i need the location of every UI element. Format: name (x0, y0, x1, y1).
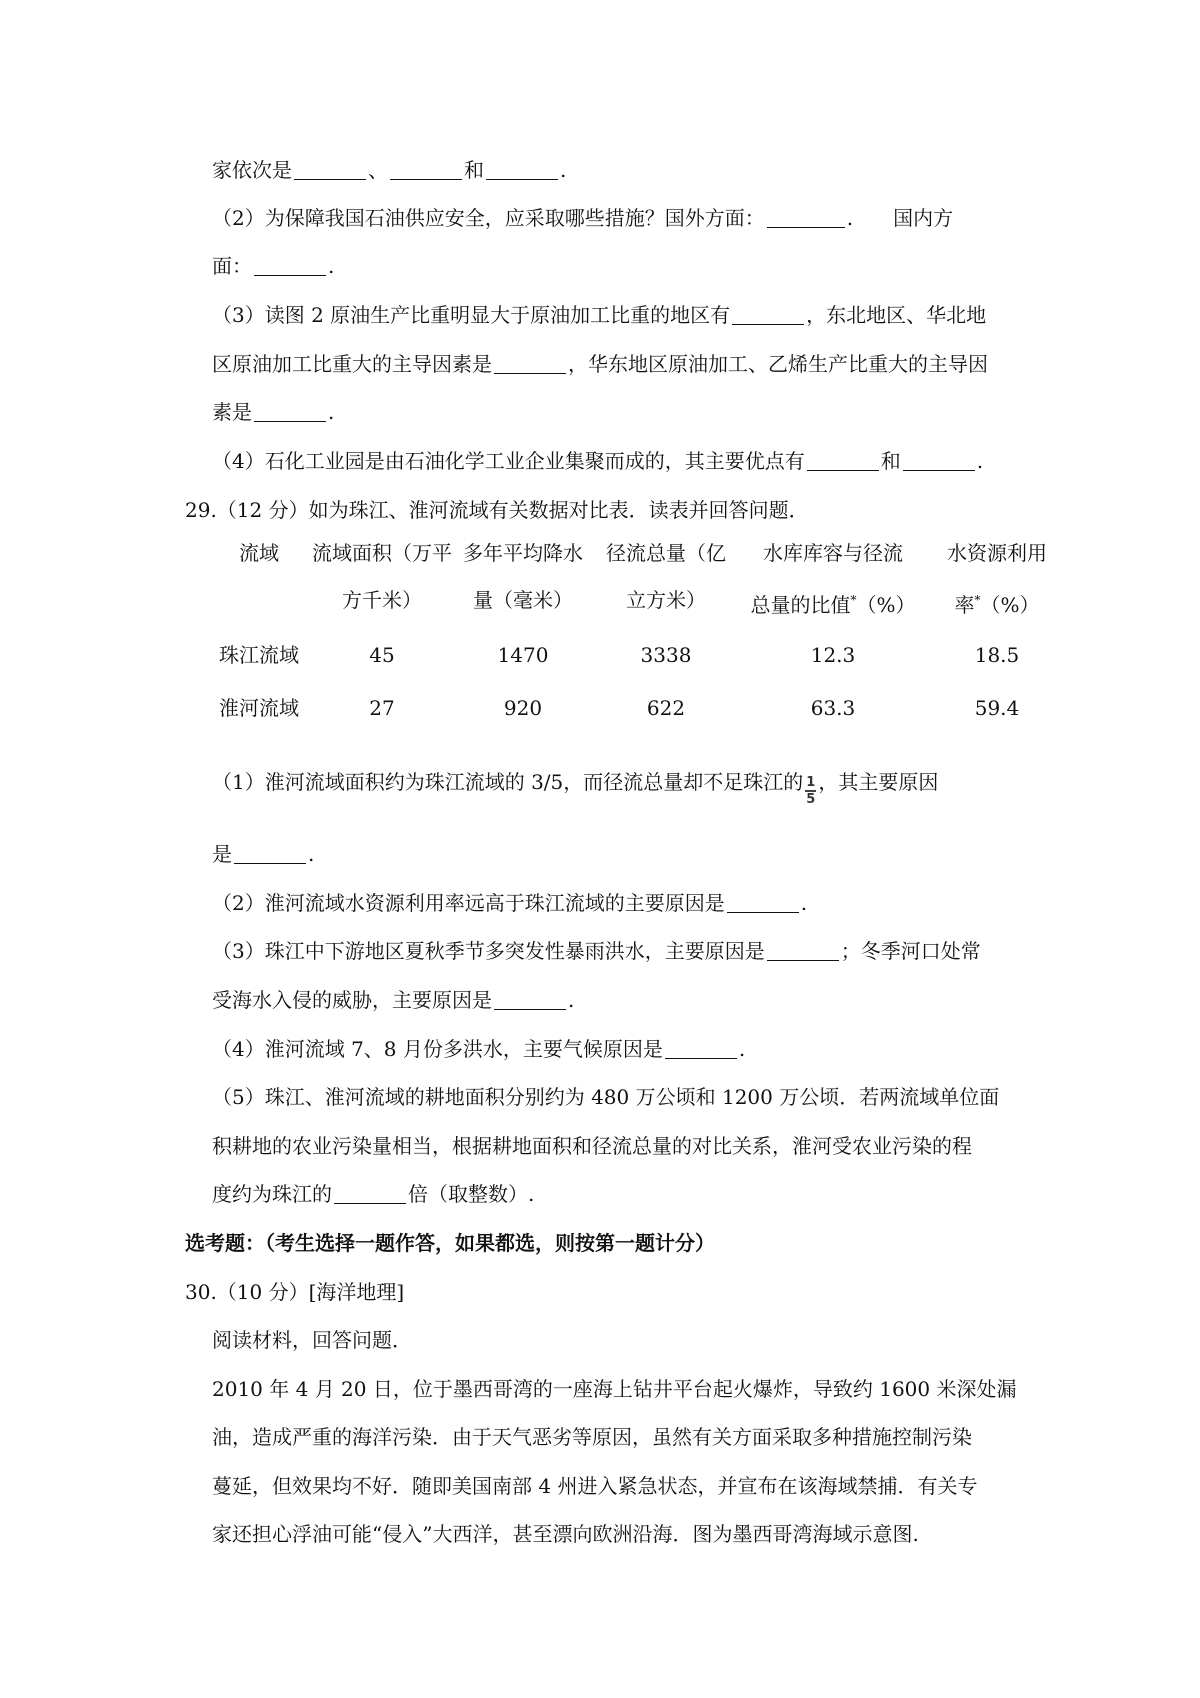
q29-part-1-cont (212, 839, 314, 869)
header-cell (588, 530, 744, 629)
text: . (800, 891, 808, 915)
table-cell: 3338 (640, 643, 692, 667)
header-cell (922, 530, 1072, 629)
q30-material-line: 2010 年 4 月 20 日，位于墨西哥湾的一座海上钻井平台起火爆炸，导致约 1600 米深处漏 (212, 1377, 1017, 1401)
table-cell: 59.4 (974, 696, 1020, 720)
table-cell: 920 (503, 696, 543, 720)
text: 家依次是 (212, 158, 292, 182)
q30-material-line: 家还担心浮油可能“侵入”大西洋，甚至漂向欧洲沿海．图为墨西哥湾海域示意图. (212, 1522, 919, 1546)
footnote-mark: * (974, 593, 981, 607)
q29-part-4 (212, 1034, 745, 1064)
header-text: 总量的比值 (750, 593, 851, 617)
answer-blank[interactable] (390, 159, 462, 180)
answer-blank[interactable] (334, 1183, 406, 1204)
answer-blank[interactable] (294, 159, 366, 180)
answer-blank[interactable] (254, 255, 326, 276)
header-cell (744, 530, 922, 629)
text: 面： (212, 254, 252, 278)
text: 区原油加工比重大的主导因素是 (212, 352, 492, 376)
text: . (738, 1037, 746, 1061)
text: （1）淮河流域面积约为珠江流域的 3/5，而径流总量却不足珠江的 (212, 770, 804, 794)
q29-part-5-cont: 积耕地的农业污染量相当，根据耕地面积和径流总量的对比关系，淮河受农业污染的程 (212, 1134, 972, 1158)
text: 和 (464, 158, 484, 182)
table-row (212, 682, 1072, 735)
table-cell: 27 (369, 696, 395, 720)
fraction-denominator: 5 (806, 792, 816, 807)
q30-material-line: 蔓延，但效果均不好．随即美国南部 4 州进入紧急状态，并宣布在该海域禁捕．有关专 (212, 1474, 978, 1498)
header-text: （%） (856, 593, 916, 617)
answer-blank[interactable] (727, 892, 799, 913)
text: 、 (368, 158, 388, 182)
text: （4）石化工业园是由石油化学工业企业集聚而成的，其主要优点有 (212, 449, 805, 473)
header-cell (306, 530, 458, 629)
text: . (568, 988, 575, 1012)
answer-blank[interactable] (665, 1038, 737, 1059)
text: （3）读图 2 原油生产比重明显大于原油加工比重的地区有 (212, 303, 731, 327)
text: ；冬季河口处常 (840, 939, 981, 963)
q29-part-3-cont (212, 985, 574, 1015)
basin-data-table (212, 530, 1072, 735)
header-cell (458, 530, 588, 629)
fraction-numerator: 1 (806, 775, 816, 790)
text: . (328, 400, 335, 424)
text: 倍（取整数）. (408, 1182, 535, 1206)
q29-title: 29.（12 分）如为珠江、淮河流域有关数据对比表．读表并回答问题． (185, 498, 809, 522)
q28-line-0 (212, 155, 566, 185)
answer-blank[interactable] (767, 207, 845, 228)
table-cell: 12.3 (810, 643, 856, 667)
q29-part-5: （5）珠江、淮河流域的耕地面积分别约为 480 万公顷和 1200 万公顷．若两流域单位面 (212, 1085, 1000, 1109)
text: 是 (212, 842, 232, 866)
table-cell: 珠江流域 (219, 643, 299, 667)
elective-heading: 选考题：（考生选择一题作答，如果都选，则按第一题计分） (185, 1231, 715, 1255)
table-header-row (212, 530, 1072, 629)
answer-blank[interactable] (903, 450, 975, 471)
answer-blank[interactable] (767, 940, 839, 961)
answer-blank[interactable] (494, 353, 566, 374)
q29-part-5-cont2 (212, 1179, 534, 1209)
table-cell: 18.5 (974, 643, 1020, 667)
text: . (308, 842, 315, 866)
header-text: 水资源利用 (947, 541, 1047, 565)
q29-part-1 (212, 767, 938, 807)
q28-part-2 (212, 203, 953, 233)
answer-blank[interactable] (254, 401, 326, 422)
header-cell (212, 530, 306, 629)
q28-part-3-cont (212, 349, 988, 379)
table-cell: 63.3 (810, 696, 856, 720)
table-cell: 淮河流域 (219, 696, 299, 720)
header-text: 流域面积（万平 (312, 541, 452, 565)
answer-blank[interactable] (494, 989, 566, 1010)
table-cell: 1470 (497, 643, 549, 667)
answer-blank[interactable] (807, 450, 879, 471)
q28-part-3 (212, 300, 986, 330)
q30-intro: 阅读材料，回答问题． (212, 1328, 412, 1352)
text: . (976, 449, 984, 473)
answer-blank[interactable] (234, 843, 306, 864)
text: （2）淮河流域水资源利用率远高于珠江流域的主要原因是 (212, 891, 725, 915)
text: （4）淮河流域 7、8 月份多洪水，主要气候原因是 (212, 1037, 663, 1061)
header-text: （%） (980, 593, 1040, 617)
q28-part-4 (212, 446, 983, 476)
table-cell: 45 (369, 643, 395, 667)
fraction-one-fifth (805, 775, 816, 807)
header-text: 立方米） (626, 588, 706, 612)
footnote-mark: * (850, 593, 857, 607)
text: （3）珠江中下游地区夏秋季节多突发性暴雨洪水，主要原因是 (212, 939, 765, 963)
table-row (212, 629, 1072, 682)
text: 受海水入侵的威胁，主要原因是 (212, 988, 492, 1012)
header-text: 径流总量（亿 (606, 541, 726, 565)
header-text: 水库库容与径流 (763, 541, 903, 565)
table-cell: 622 (646, 696, 686, 720)
header-text: 方千米） (342, 588, 422, 612)
q30-material-line: 油，造成严重的海洋污染．由于天气恶劣等原因，虽然有关方面采取多种措施控制污染 (212, 1425, 972, 1449)
header-text: 多年平均降水 (463, 541, 583, 565)
text: ，华东地区原油加工、乙烯生产比重大的主导因 (568, 352, 988, 376)
text: . (560, 158, 567, 182)
q30-title: 30.（10 分）[海洋地理] (185, 1280, 405, 1304)
text: . (328, 254, 335, 278)
text: ，其主要原因 (818, 770, 939, 794)
text: （2）为保障我国石油供应安全，应采取哪些措施？国外方面： (212, 206, 765, 230)
text: . 国内方 (846, 206, 954, 230)
q28-part-3-cont2 (212, 397, 334, 427)
header-text: 率 (954, 593, 975, 617)
q29-part-2 (212, 888, 807, 918)
header-text: 流域 (239, 541, 279, 565)
answer-blank[interactable] (486, 159, 558, 180)
text: 度约为珠江的 (212, 1182, 332, 1206)
text: 素是 (212, 400, 252, 424)
text: 和 (880, 449, 901, 473)
q28-part-2-cont (212, 251, 334, 281)
text: ，东北地区、华北地 (806, 303, 987, 327)
header-text: 量（毫米） (473, 588, 573, 612)
answer-blank[interactable] (732, 304, 804, 325)
q29-part-3 (212, 936, 981, 966)
